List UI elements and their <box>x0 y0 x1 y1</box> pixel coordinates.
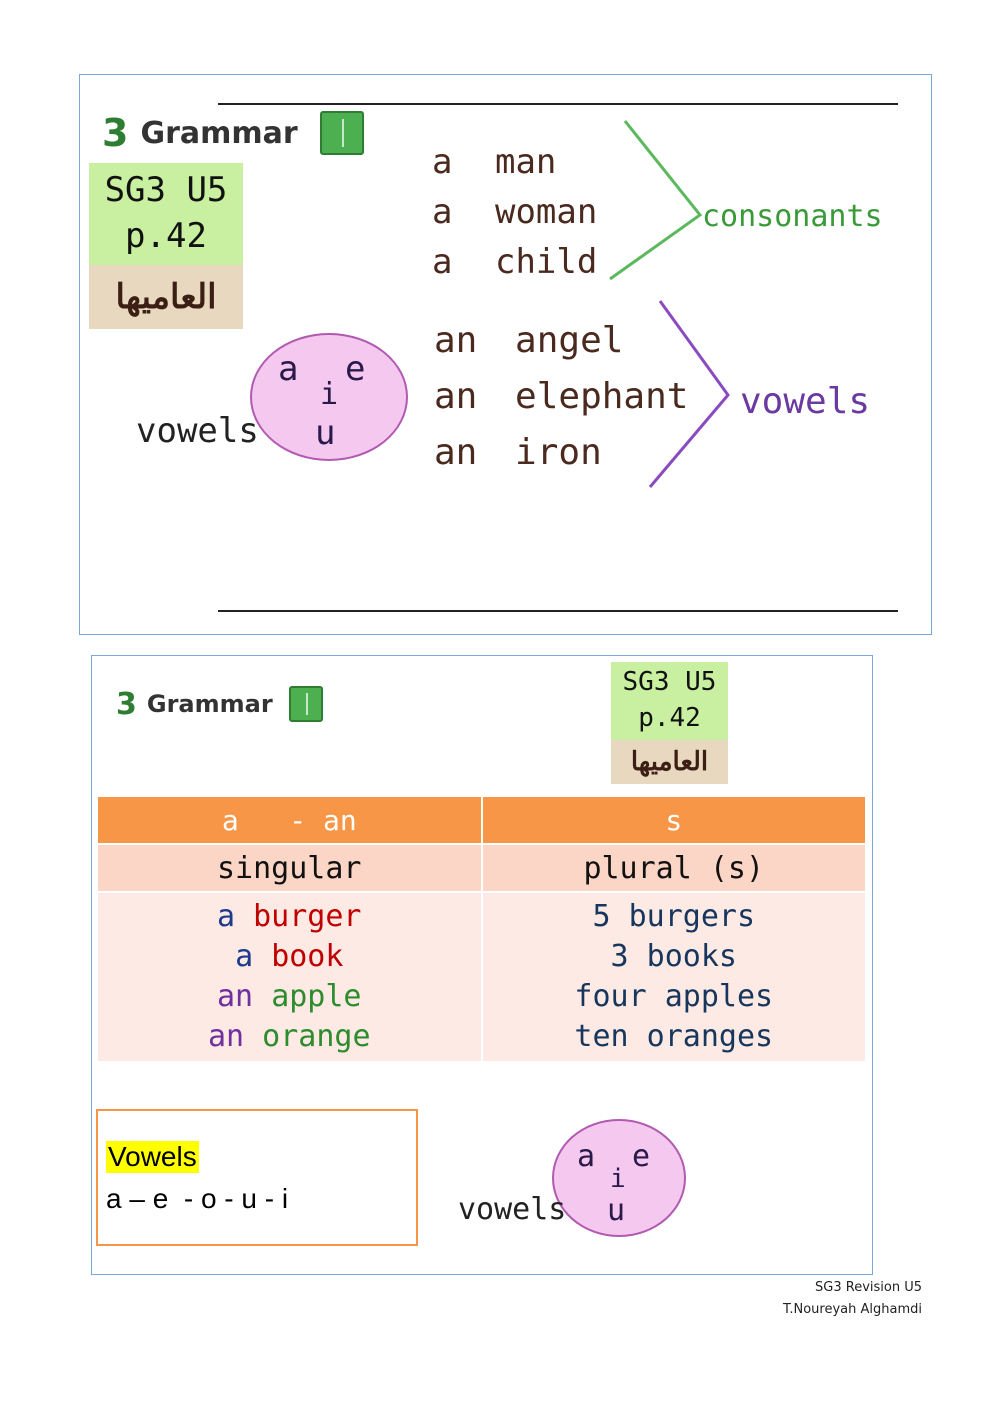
example-row: an elephant <box>434 376 689 417</box>
book-reference <box>611 662 728 740</box>
circle-letter-u: u <box>607 1193 626 1228</box>
top-rule <box>218 103 898 105</box>
book-icon <box>289 686 323 722</box>
circle-letter-a: a <box>278 349 299 389</box>
circle-label: vowels <box>458 1192 567 1227</box>
plural-cell <box>482 892 867 1062</box>
circle-label: vowels <box>136 411 259 451</box>
book-ref-page: p.42 <box>125 216 207 256</box>
arabic-label: العاميها <box>89 265 243 329</box>
singular-cell <box>97 892 482 1062</box>
footer-revision: SG3 Revision U5 <box>815 1280 922 1295</box>
table-header-cell: s <box>482 796 867 844</box>
articles-plural-table <box>96 795 867 1063</box>
bottom-rule <box>218 610 898 612</box>
list-item: a book <box>235 939 344 974</box>
example-row: a man <box>432 142 557 182</box>
circle-letter-i: i <box>610 1164 626 1194</box>
consonants-label: consonants <box>702 199 883 234</box>
arabic-label: العاميها <box>611 740 728 784</box>
grammar-header <box>116 686 323 722</box>
table-header-cell: a - an <box>97 796 482 844</box>
vowels-title: Vowels <box>108 1141 197 1172</box>
example-row: a woman <box>432 192 598 232</box>
top-grammar-panel <box>79 74 932 635</box>
grammar-header <box>102 111 364 155</box>
book-ref-page: p.42 <box>638 703 701 733</box>
book-ref-unit: SG3 U5 <box>104 170 228 210</box>
list-item: an orange <box>207 1019 371 1054</box>
table-row <box>97 892 866 1062</box>
table-subheader-cell: plural (s) <box>482 844 867 892</box>
book-icon <box>320 111 364 155</box>
list-item: a burger <box>217 899 362 934</box>
bottom-grammar-panel <box>91 655 873 1275</box>
table-header-row <box>97 796 866 844</box>
example-row: an angel <box>434 320 624 361</box>
grammar-title: Grammar <box>140 115 298 151</box>
book-reference <box>89 163 243 267</box>
grammar-title: Grammar <box>146 690 273 718</box>
list-item: an apple <box>217 979 362 1014</box>
circle-letter-a: a <box>577 1139 596 1174</box>
circle-letter-e: e <box>345 349 366 389</box>
vowels-letters: a – e - o - u - i <box>106 1183 289 1214</box>
circle-letter-e: e <box>632 1139 651 1174</box>
table-subheader-cell: singular <box>97 844 482 892</box>
consonant-examples <box>432 137 597 287</box>
list-item: 3 books <box>610 939 737 974</box>
book-ref-unit: SG3 U5 <box>622 667 717 697</box>
table-subheader-row <box>97 844 866 892</box>
grammar-number: 3 <box>116 686 137 722</box>
footer-author: T.Noureyah Alghamdi <box>782 1302 922 1317</box>
circle-letter-i: i <box>320 377 339 412</box>
example-row: an iron <box>434 432 602 473</box>
vowels-box <box>96 1109 418 1246</box>
circle-letter-u: u <box>315 413 336 453</box>
vowels-bracket <box>640 295 740 495</box>
list-item: four apples <box>574 979 774 1014</box>
list-item: ten oranges <box>574 1019 774 1054</box>
grammar-number: 3 <box>102 111 129 155</box>
consonants-bracket <box>600 115 710 285</box>
example-row: a child <box>432 242 598 282</box>
vowels-label: vowels <box>740 381 871 422</box>
list-item: 5 burgers <box>592 899 756 934</box>
